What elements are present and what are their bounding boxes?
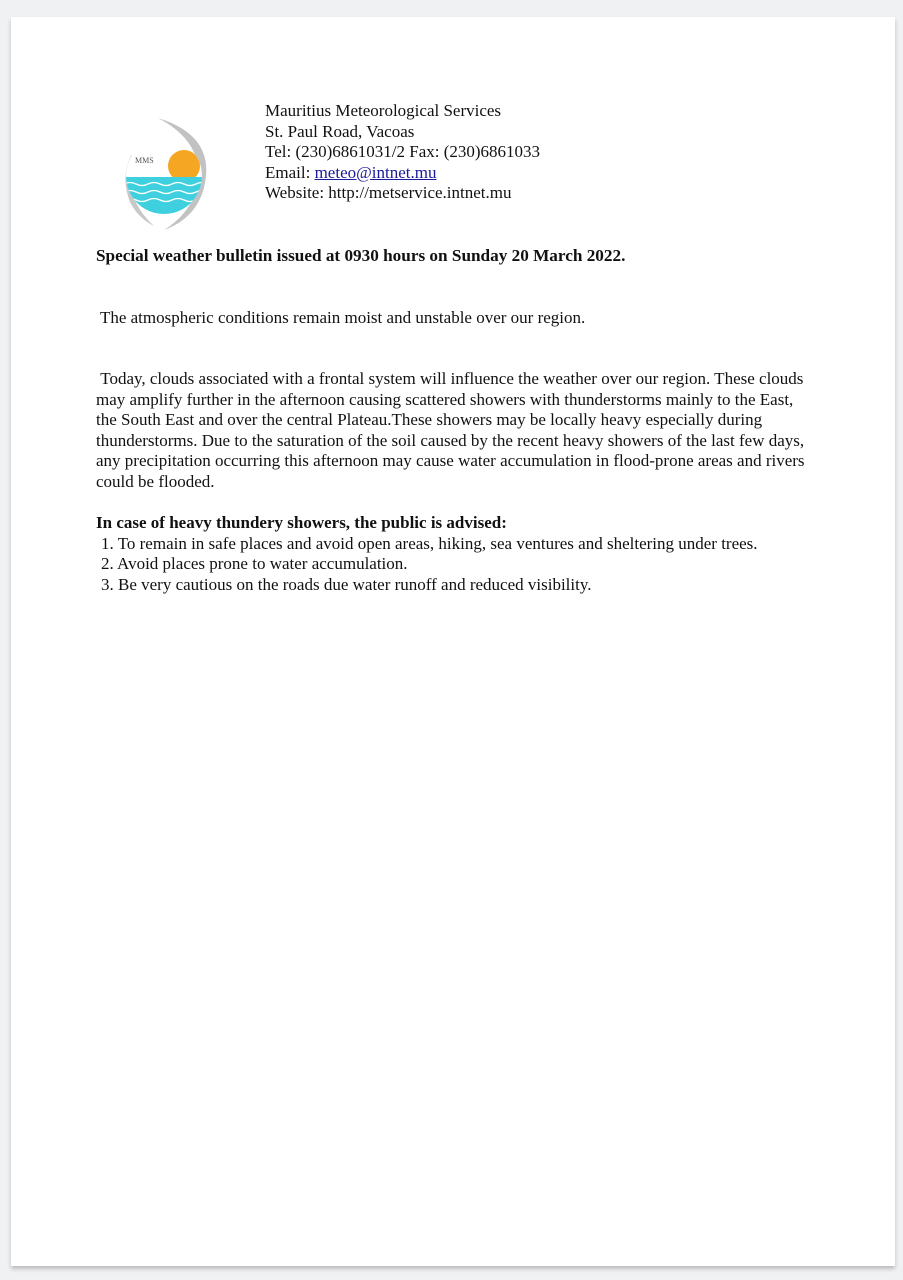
paragraph-conditions: The atmospheric conditions remain moist and unstable over our region.	[96, 308, 586, 327]
paragraph-forecast: Today, clouds associated with a frontal system will influence the weather over our region. These clouds may amplify further in the afternoon causing scattered showers with thunderstorms mainly to the East, the South East and over the central Plateau.These showers may be locally heavy especially during thunderstorms. Due to the saturation of the soil caused by the recent heavy showers of the last few days, any precipitation occurring this afternoon may cause water accumulation in flood-prone areas and rivers could be flooded.	[96, 369, 809, 491]
advice-heading: In case of heavy thundery showers, the public is advised:	[96, 513, 507, 532]
org-address: St. Paul Road, Vacoas	[265, 121, 415, 141]
advice-section	[96, 513, 758, 595]
logo-text: MMS	[135, 156, 154, 165]
document-page	[11, 17, 895, 1266]
advice-item: 3. Be very cautious on the roads due water runoff and reduced visibility.	[101, 574, 592, 594]
letterhead	[265, 101, 540, 204]
mms-logo-icon	[118, 114, 210, 232]
org-name: Mauritius Meteorological Services	[265, 101, 502, 120]
mms-logo	[118, 114, 210, 232]
tel-fax: Tel: (230)6861031/2 Fax: (230)6861033	[265, 142, 541, 161]
advice-item: 1. To remain in safe places and avoid open areas, hiking, sea ventures and sheltering under trees.	[101, 533, 758, 553]
email-link[interactable]: meteo@intnet.mu	[314, 162, 437, 182]
advice-item: 2. Avoid places prone to water accumulation.	[101, 554, 408, 573]
bulletin-headline: Special weather bulletin issued at 0930 hours on Sunday 20 March 2022.	[96, 246, 626, 265]
email-label: Email:	[265, 162, 315, 182]
email-line	[265, 163, 540, 184]
website: Website: http://metservice.intnet.mu	[265, 183, 512, 202]
advice-list	[96, 534, 758, 596]
